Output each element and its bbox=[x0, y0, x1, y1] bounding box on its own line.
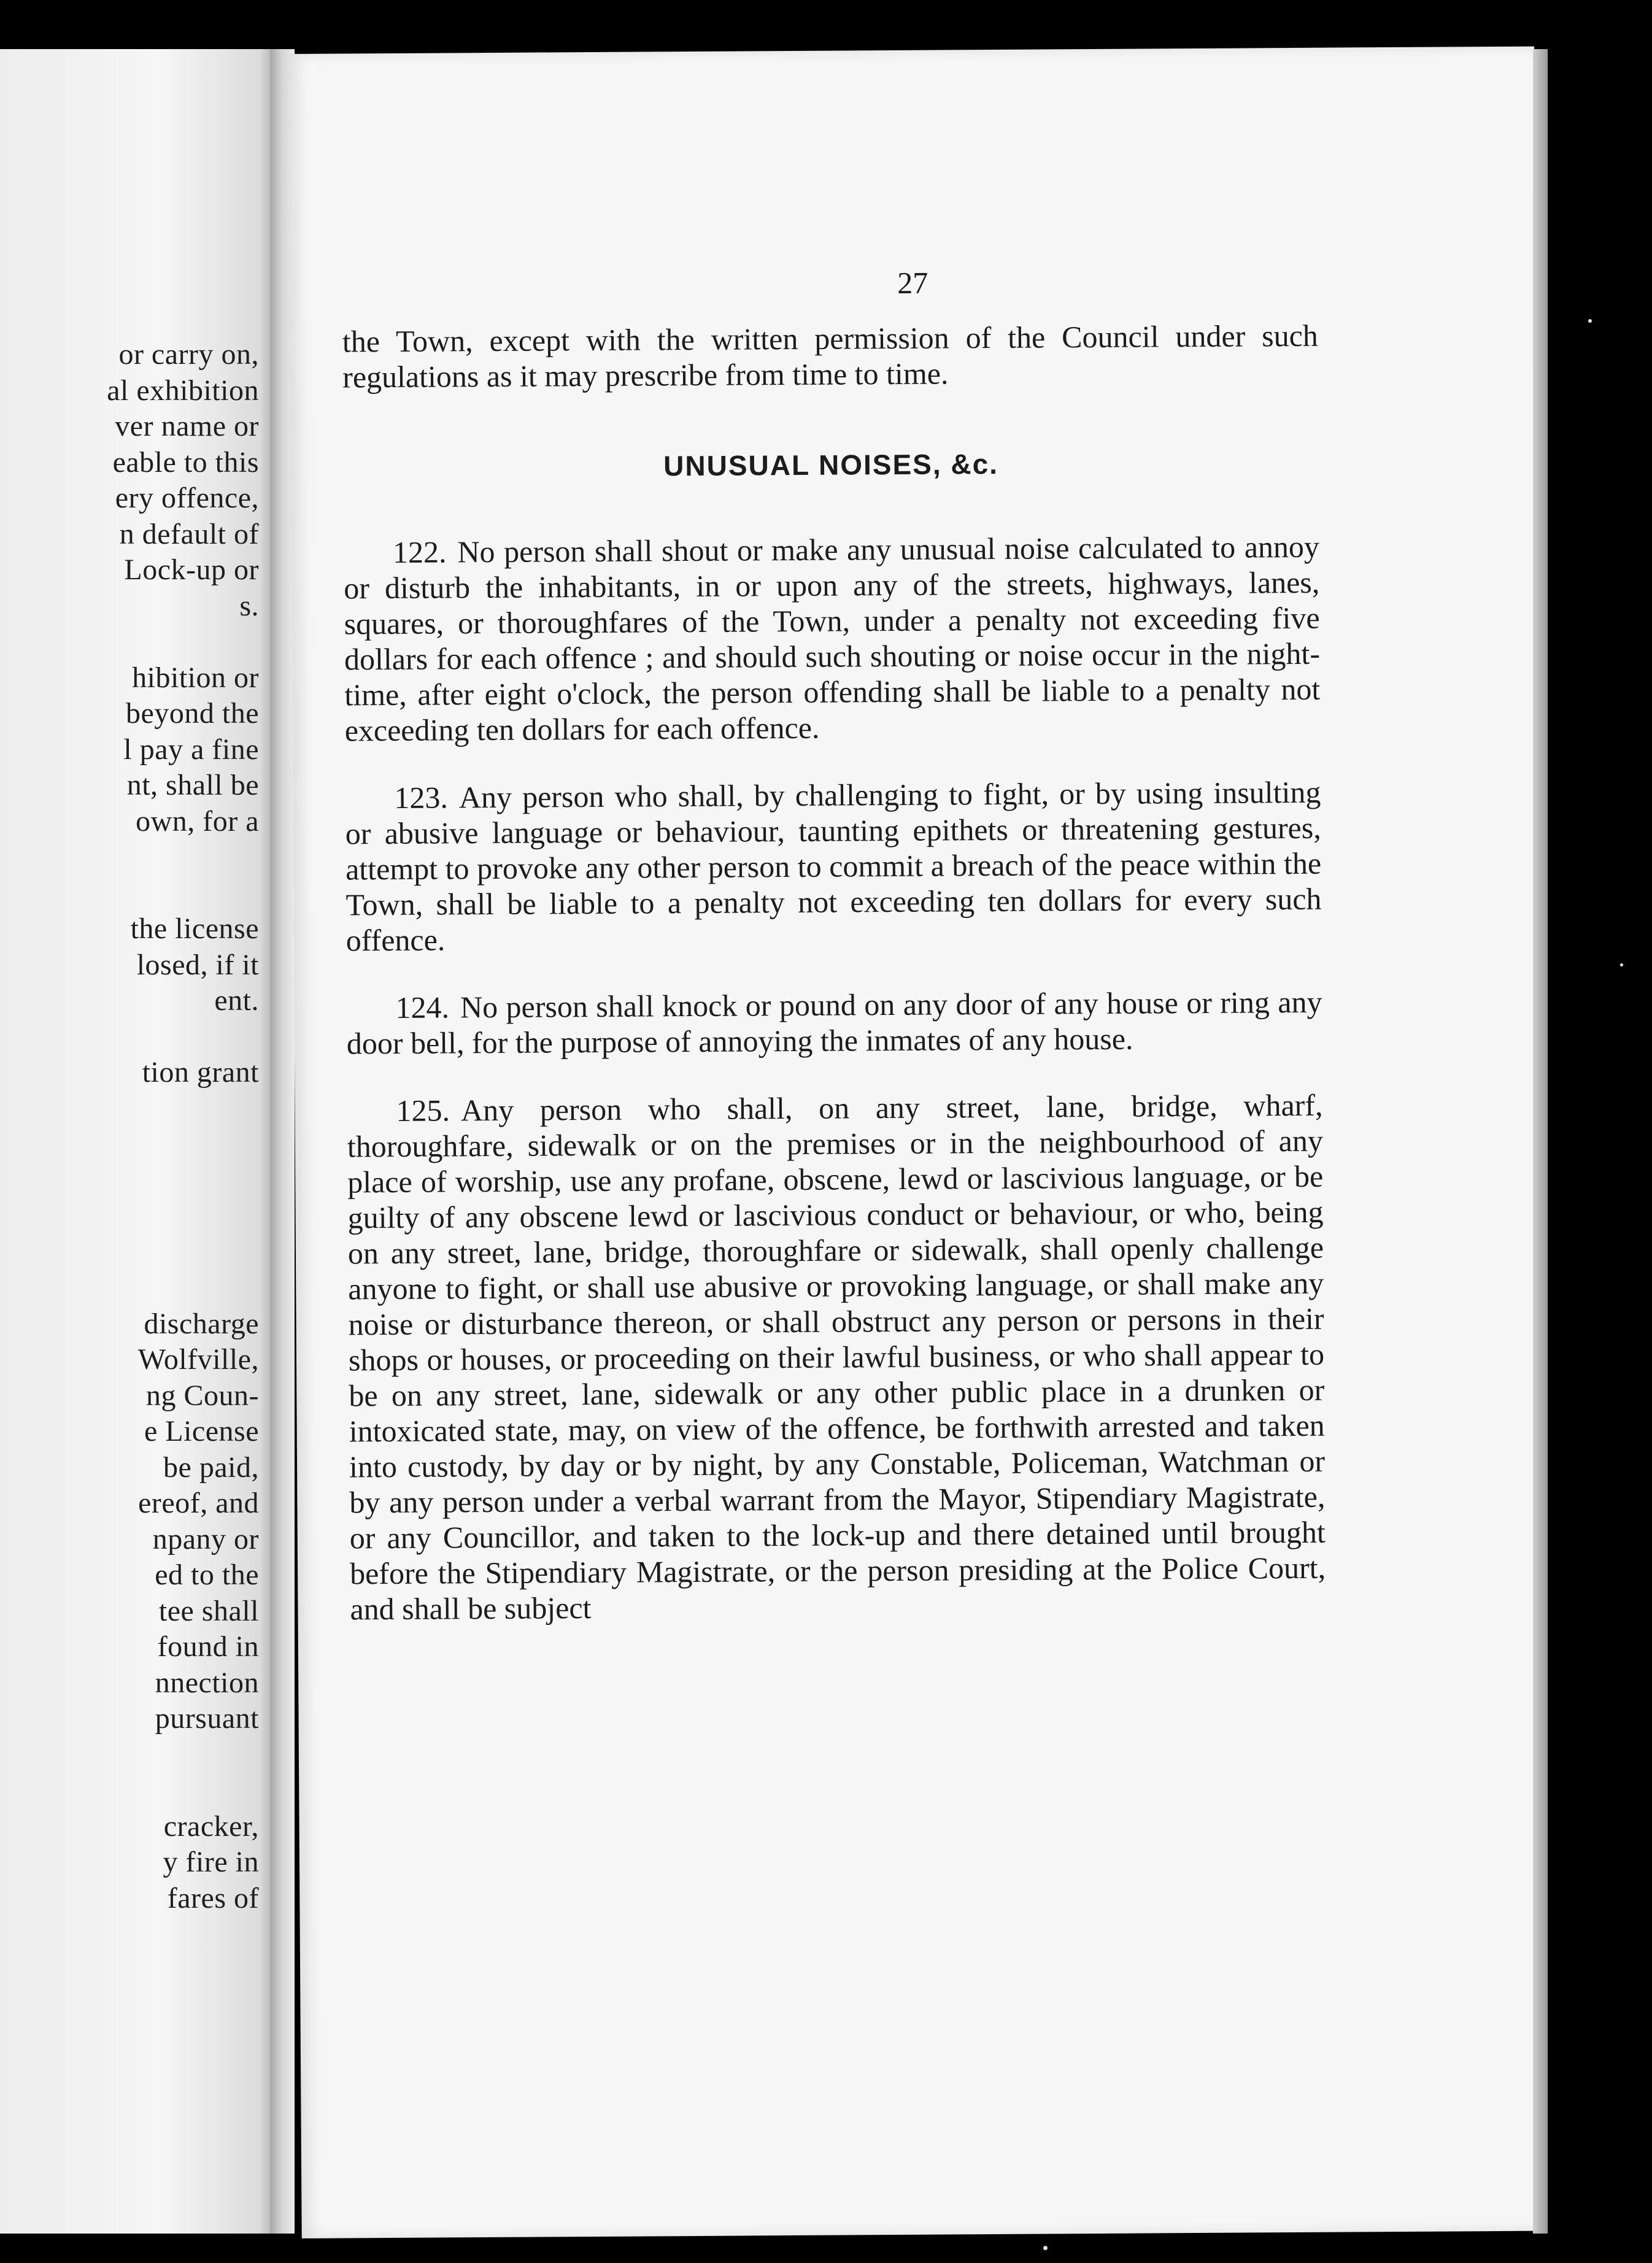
left-page-line: Wolfville, bbox=[137, 1343, 259, 1376]
page-content bbox=[342, 318, 1326, 1627]
page-number: 27 bbox=[897, 265, 928, 300]
right-page bbox=[288, 47, 1548, 2238]
section-text: Any person who shall, on any street, lane, bridge, wharf, thoroughfare, sidewalk or on the premises or in the neighbourhood of any place of worship, use any profane, obscene, lewd or lascivious language, or be guilty of any obscene lewd or lascivious conduct or behaviour, or who, being on any street, lane, bridge, thoroughfare or sidewalk, shall openly challenge anyone to fight, or shall use abusive or provoking language, or shall make any noise or disturbance thereon, or shall obstruct any person or persons in their shops or houses, or proceeding on their lawful business, or who shall appear to be on any street, lane, sidewalk or any other public place in a drunken or intoxicated state, may, on view of the offence, be forthwith arrested and taken into custody, by day or by night, by any Constable, Policeman, Watchman or by any person under a verbal warrant from the Mayor, Stipendiary Magistrate, or any Councillor, and taken to the lock-up and there detained until brought before the Stipendiary Magistrate, or the person presiding at the Police Court, and shall be subject bbox=[347, 1087, 1326, 1627]
left-page-line: nnection bbox=[155, 1666, 259, 1699]
left-page-line: hibition or bbox=[132, 661, 259, 694]
section-text: No person shall knock or pound on any door of any house or ring any door bell, for the purpose of annoying the inmates of any house. bbox=[346, 984, 1322, 1061]
left-page-line: found in bbox=[157, 1630, 259, 1663]
left-page-line: ng Coun- bbox=[146, 1379, 259, 1412]
section-heading: UNUSUAL NOISES, &c. bbox=[663, 447, 999, 482]
left-page-line: npany or bbox=[152, 1522, 259, 1556]
left-page-line: eable to this bbox=[112, 445, 259, 479]
continuation-paragraph: the Town, except with the written permission of the Council under such regulations as it may prescribe from time to time. bbox=[342, 318, 1319, 395]
left-page-line: tee shall bbox=[158, 1594, 259, 1627]
page-edge-shadow bbox=[1533, 49, 1548, 2234]
left-page-line: losed, if it bbox=[136, 948, 259, 981]
left-page-line: cracker, bbox=[163, 1810, 259, 1843]
left-page-line: e License bbox=[144, 1415, 259, 1448]
left-page-line: ery offence, bbox=[115, 482, 259, 514]
section-122 bbox=[344, 529, 1321, 749]
left-page-line: s. bbox=[239, 589, 259, 622]
left-page-line: own, for a bbox=[136, 804, 259, 838]
left-facing-page bbox=[0, 49, 270, 2234]
section-number: 123. bbox=[394, 780, 449, 815]
left-page-line: l pay a fine bbox=[123, 733, 259, 766]
left-page-line: fares of bbox=[167, 1881, 259, 1914]
scan-speck bbox=[1588, 319, 1592, 323]
scan-speck bbox=[1620, 963, 1623, 966]
left-page-line: ver name or bbox=[115, 410, 259, 442]
left-page-line: discharge bbox=[144, 1307, 259, 1340]
left-page-line: beyond the bbox=[126, 697, 259, 730]
left-page-line: or carry on, bbox=[118, 338, 259, 371]
left-page-line: be paid, bbox=[163, 1451, 259, 1484]
left-page-line: tion grant bbox=[142, 1056, 259, 1089]
section-number: 122. bbox=[392, 534, 447, 569]
section-number: 125. bbox=[396, 1093, 450, 1128]
left-page-line: Lock-up or bbox=[124, 553, 259, 586]
left-page-line: the license bbox=[130, 912, 259, 945]
left-page-line: nt, shall be bbox=[126, 769, 259, 801]
section-text: No person shall shout or make any unusual noise calculated to annoy or disturb the inhabitants, in or upon any of the streets, highways, lanes, squares, or thoroughfares of the Town, under a penalty not exceeding five dollars for each offence ; and should such shouting or noise occur in the night-time, after eight o'clock, the person offending shall be liable to a penalty not exceeding ten dollars for each offence. bbox=[344, 529, 1321, 748]
section-124 bbox=[346, 984, 1322, 1062]
section-number: 124. bbox=[395, 990, 450, 1025]
left-page-line: ereof, and bbox=[138, 1487, 259, 1519]
left-page-line: al exhibition bbox=[107, 374, 259, 407]
section-125 bbox=[347, 1087, 1326, 1627]
left-page-line: ent. bbox=[214, 984, 259, 1017]
scan-speck bbox=[1043, 2246, 1048, 2250]
section-text: Any person who shall, by challenging to fight, or by using insulting or abusive language or behaviour, taunting epithets or threatening gestures, attempt to provoke any other person to commit a breach of the peace within the Town, shall be liable to a penalty not exceeding ten dollars for every such offence. bbox=[345, 774, 1322, 958]
section-123 bbox=[345, 774, 1322, 958]
left-page-line: y fire in bbox=[163, 1846, 259, 1878]
left-page-line: ed to the bbox=[155, 1559, 259, 1591]
left-page-line: pursuant bbox=[155, 1702, 259, 1735]
left-page-line: n default of bbox=[119, 517, 259, 550]
